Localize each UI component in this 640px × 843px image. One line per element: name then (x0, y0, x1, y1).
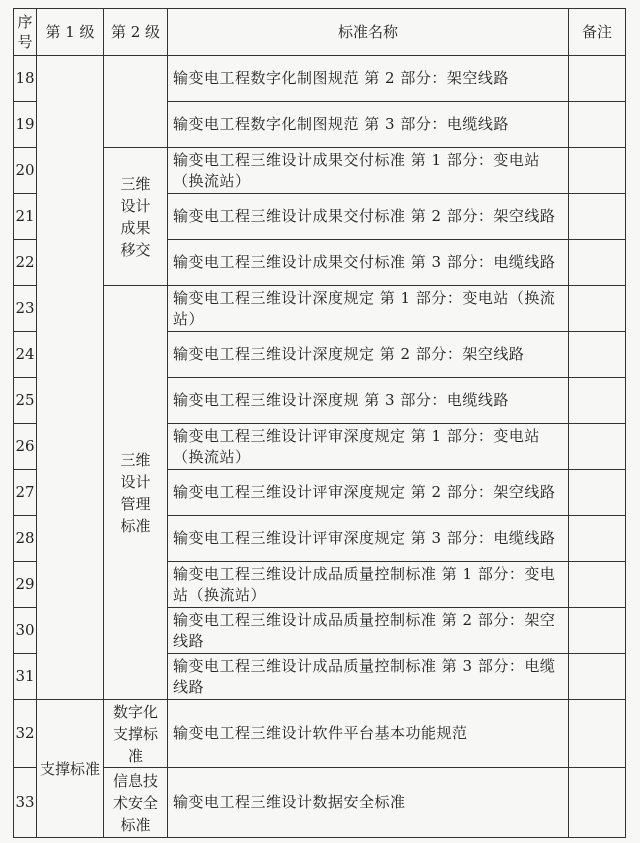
row-number: 26 (14, 424, 37, 470)
row-number: 22 (14, 240, 37, 286)
header-seq: 序号 (14, 9, 37, 56)
row-number: 20 (14, 148, 37, 194)
row-number: 21 (14, 194, 37, 240)
row-number: 19 (14, 102, 37, 148)
note-cell (569, 470, 626, 516)
row-number: 28 (14, 516, 37, 562)
table-row (14, 56, 626, 102)
header-name: 标准名称 (168, 9, 569, 56)
note-cell (569, 516, 626, 562)
header-level2: 第 2 级 (104, 9, 168, 56)
standard-name: 输变电工程三维设计评审深度规定 第 1 部分：变电站（换流站） (168, 424, 569, 470)
note-cell (569, 148, 626, 194)
level1-group-support: 支撑标准 (37, 700, 104, 838)
row-number: 31 (14, 654, 37, 700)
row-number: 25 (14, 378, 37, 424)
header-level1: 第 1 级 (37, 9, 104, 56)
note-cell (569, 102, 626, 148)
standard-name: 输变电工程三维设计成品质量控制标准 第 2 部分：架空线路 (168, 608, 569, 654)
standard-name: 输变电工程三维设计评审深度规定 第 3 部分：电缆线路 (168, 516, 569, 562)
level2-group-delivery: 三维设计成果移交 (104, 148, 168, 286)
standard-name: 输变电工程三维设计成果交付标准 第 2 部分：架空线路 (168, 194, 569, 240)
note-cell (569, 56, 626, 102)
level2-group-management: 三维设计管理标准 (104, 286, 168, 700)
standard-name: 输变电工程三维设计成品质量控制标准 第 1 部分：变电站（换流站） (168, 562, 569, 608)
row-number: 24 (14, 332, 37, 378)
standard-name: 输变电工程三维设计软件平台基本功能规范 (168, 700, 569, 768)
note-cell (569, 608, 626, 654)
row-number: 33 (14, 768, 37, 838)
note-cell (569, 286, 626, 332)
table-header-row (14, 9, 626, 56)
note-cell (569, 240, 626, 286)
standard-name: 输变电工程三维设计评审深度规定 第 2 部分：架空线路 (168, 470, 569, 516)
standard-name: 输变电工程三维设计数据安全标准 (168, 768, 569, 838)
level2-cell-empty (104, 56, 168, 148)
note-cell (569, 768, 626, 838)
level2-group-info-security: 信息技术安全标准 (104, 768, 168, 838)
standard-name: 输变电工程数字化制图规范 第 2 部分：架空线路 (168, 56, 569, 102)
level2-group-digital-support: 数字化支撑标准 (104, 700, 168, 768)
note-cell (569, 332, 626, 378)
note-cell (569, 378, 626, 424)
standard-name: 输变电工程三维设计深度规定 第 2 部分：架空线路 (168, 332, 569, 378)
standard-name: 输变电工程三维设计深度规定 第 1 部分：变电站（换流站） (168, 286, 569, 332)
standard-name: 输变电工程三维设计成品质量控制标准 第 3 部分：电缆线路 (168, 654, 569, 700)
row-number: 30 (14, 608, 37, 654)
standards-table (13, 8, 626, 838)
row-number: 18 (14, 56, 37, 102)
header-note: 备注 (569, 9, 626, 56)
table-row (14, 148, 626, 194)
row-number: 23 (14, 286, 37, 332)
table-row (14, 286, 626, 332)
standard-name: 输变电工程三维设计成果交付标准 第 3 部分：电缆线路 (168, 240, 569, 286)
table-row (14, 768, 626, 838)
note-cell (569, 194, 626, 240)
note-cell (569, 700, 626, 768)
table-row (14, 700, 626, 768)
note-cell (569, 424, 626, 470)
level1-cell-empty (37, 56, 104, 700)
standard-name: 输变电工程数字化制图规范 第 3 部分：电缆线路 (168, 102, 569, 148)
standard-name: 输变电工程三维设计成果交付标准 第 1 部分：变电站（换流站） (168, 148, 569, 194)
note-cell (569, 562, 626, 608)
row-number: 32 (14, 700, 37, 768)
row-number: 27 (14, 470, 37, 516)
note-cell (569, 654, 626, 700)
row-number: 29 (14, 562, 37, 608)
standard-name: 输变电工程三维设计深度规 第 3 部分：电缆线路 (168, 378, 569, 424)
